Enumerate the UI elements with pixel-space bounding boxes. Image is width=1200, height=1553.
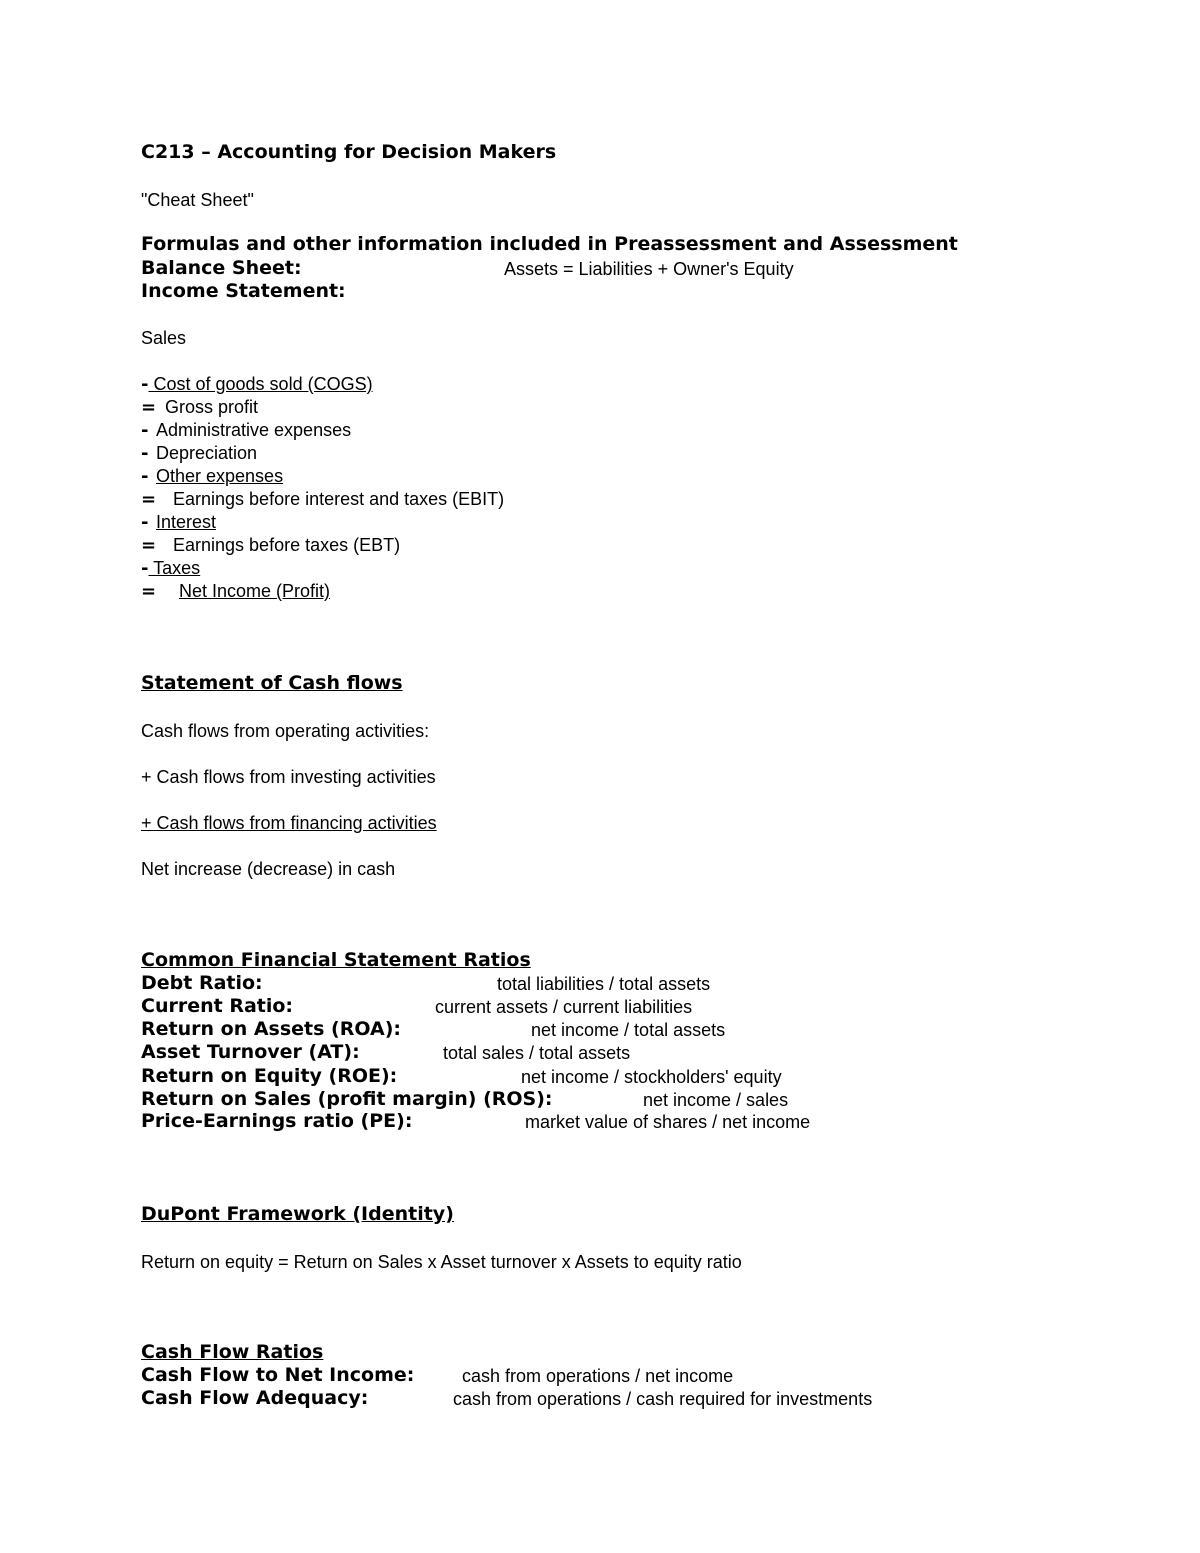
ratio-label-current: Current Ratio: xyxy=(141,995,294,1017)
ratio-formula-debt: total liabilities / total assets xyxy=(497,974,711,994)
income-line-ebt: = Earnings before taxes (EBT) xyxy=(141,535,401,556)
cf-ratio-label-adequacy: Cash Flow Adequacy: xyxy=(141,1387,369,1409)
ratio-label-roa: Return on Assets (ROA): xyxy=(141,1018,401,1040)
cash-flows-investing: + Cash flows from investing activities xyxy=(141,767,436,787)
cash-flows-heading: Statement of Cash flows xyxy=(141,672,403,694)
income-line-net-income: = Net Income (Profit) xyxy=(141,581,331,602)
ratio-label-pe: Price-Earnings ratio (PE): xyxy=(141,1110,413,1132)
ratio-formula-at: total sales / total assets xyxy=(443,1043,631,1063)
cf-ratio-formula-net-income: cash from operations / net income xyxy=(462,1366,734,1386)
ratio-label-at: Asset Turnover (AT): xyxy=(141,1041,360,1063)
cash-flows-financing: + Cash flows from financing activities xyxy=(141,813,437,833)
income-statement-label: Income Statement: xyxy=(141,280,346,302)
income-line-ebit: = Earnings before interest and taxes (EBIT) xyxy=(141,489,505,510)
cash-flows-operating: Cash flows from operating activities: xyxy=(141,721,430,741)
ratio-formula-pe: market value of shares / net income xyxy=(525,1112,811,1132)
income-line-interest: - Interest xyxy=(141,512,217,533)
dupont-formula: Return on equity = Return on Sales x Asset turnover x Assets to equity ratio xyxy=(141,1252,742,1272)
dupont-heading: DuPont Framework (Identity) xyxy=(141,1203,454,1225)
income-line-taxes: - Taxes xyxy=(141,558,201,579)
income-line-sales: Sales xyxy=(141,328,187,348)
income-line-gross-profit: = Gross profit xyxy=(141,397,259,418)
ratio-label-ros: Return on Sales (profit margin) (ROS): xyxy=(141,1088,553,1110)
ratio-formula-roe: net income / stockholders' equity xyxy=(521,1067,782,1087)
income-line-cogs: - Cost of goods sold (COGS) xyxy=(141,374,373,395)
cf-ratio-label-net-income: Cash Flow to Net Income: xyxy=(141,1364,415,1386)
ratio-label-debt: Debt Ratio: xyxy=(141,972,263,994)
ratios-heading: Common Financial Statement Ratios xyxy=(141,949,531,971)
balance-sheet-label: Balance Sheet: xyxy=(141,257,302,279)
intro-heading: Formulas and other information included in Preassessment and Assessment xyxy=(141,233,958,255)
cf-ratio-formula-adequacy: cash from operations / cash required for investments xyxy=(453,1389,873,1409)
cash-flow-ratios-heading: Cash Flow Ratios xyxy=(141,1341,324,1363)
ratio-formula-ros: net income / sales xyxy=(643,1090,789,1110)
balance-sheet-formula: Assets = Liabilities + Owner's Equity xyxy=(504,259,794,279)
income-line-depreciation: - Depreciation xyxy=(141,443,258,464)
ratio-formula-roa: net income / total assets xyxy=(531,1020,726,1040)
document-title: C213 – Accounting for Decision Makers xyxy=(141,141,557,163)
document-subtitle: "Cheat Sheet" xyxy=(141,190,254,210)
income-line-other-expenses: - Other expenses xyxy=(141,466,284,487)
ratio-label-roe: Return on Equity (ROE): xyxy=(141,1065,398,1087)
income-line-admin-expenses: - Administrative expenses xyxy=(141,420,352,441)
ratio-formula-current: current assets / current liabilities xyxy=(435,997,693,1017)
cash-flows-net: Net increase (decrease) in cash xyxy=(141,859,396,879)
